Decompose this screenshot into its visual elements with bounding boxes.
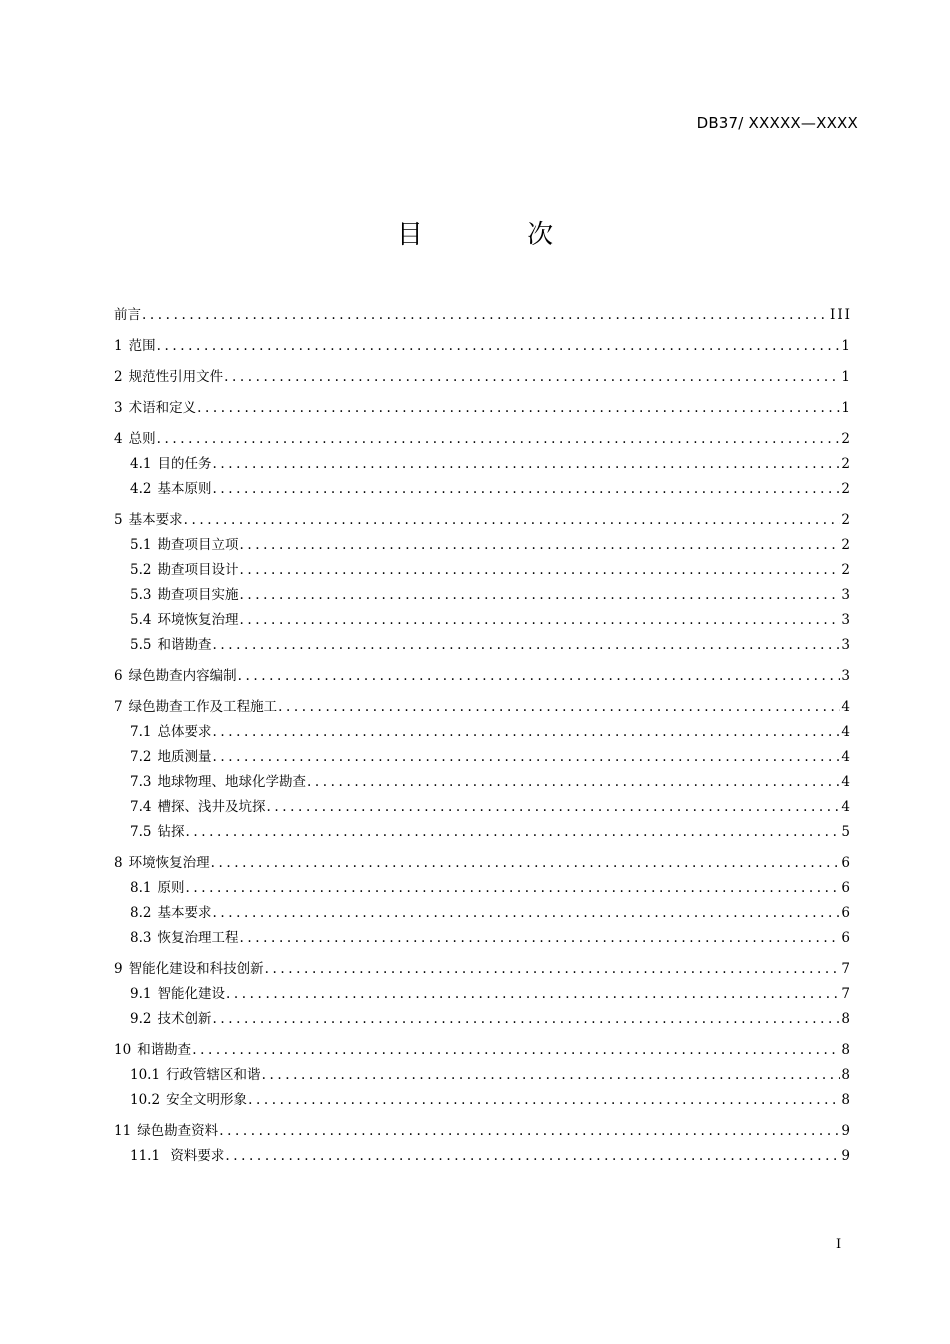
toc-entry-label <box>114 851 210 876</box>
toc-entry-page: 4 <box>841 749 852 765</box>
toc-entry[interactable] <box>114 608 852 633</box>
toc-entry-number: 7.1 <box>130 724 152 740</box>
toc-entry[interactable] <box>114 795 852 820</box>
toc-entry-title: 环境恢复治理 <box>128 855 210 871</box>
toc-entry-number: 10 <box>114 1042 132 1058</box>
toc-entry-page: 2 <box>841 481 852 497</box>
toc-entry-page: 4 <box>841 799 852 815</box>
toc-entry-title: 基本原则 <box>157 481 212 497</box>
toc-entry-page: 6 <box>841 880 852 896</box>
toc-entry-label <box>130 608 238 633</box>
toc-entry-title: 智能化建设 <box>157 986 225 1002</box>
toc-entry-page: 3 <box>841 587 852 603</box>
page-number: I <box>836 1237 842 1252</box>
toc-entry-title: 环境恢复治理 <box>157 612 239 628</box>
toc-entry-number: 7.3 <box>130 774 152 790</box>
toc-dot-leader <box>142 303 829 328</box>
toc-dot-leader <box>307 770 840 795</box>
toc-entry-number: 9.2 <box>130 1011 152 1027</box>
toc-entry-number: 3 <box>114 400 123 416</box>
toc-dot-leader <box>262 1063 841 1088</box>
toc-entry-label <box>130 901 211 926</box>
toc-entry[interactable] <box>114 820 852 845</box>
toc-entry-number: 1 <box>114 338 123 354</box>
toc-entry-page: 7 <box>841 961 852 977</box>
toc-entry-page: 5 <box>841 824 852 840</box>
toc-entry-label <box>114 1038 191 1063</box>
toc-entry-title: 前言 <box>114 307 141 323</box>
toc-entry-page: 6 <box>841 905 852 921</box>
toc-entry-label <box>114 695 277 720</box>
toc-entry-page: 9 <box>841 1148 852 1164</box>
toc-entry-title: 资料要求 <box>166 1148 225 1164</box>
toc-entry[interactable] <box>114 901 852 926</box>
toc-dot-leader <box>157 334 841 359</box>
toc-dot-leader <box>239 608 840 633</box>
toc-entry-title: 地球物理、地球化学勘查 <box>157 774 306 790</box>
toc-entry[interactable] <box>114 508 852 533</box>
toc-entry[interactable] <box>114 303 852 328</box>
toc-entry-number: 7.2 <box>130 749 152 765</box>
toc-entry-label <box>114 365 223 390</box>
toc-entry-number: 7.4 <box>130 799 152 815</box>
toc-entry-title: 和谐勘查 <box>157 637 212 653</box>
toc-entry-label <box>114 664 237 689</box>
toc-entry-number: 9.1 <box>130 986 152 1002</box>
toc-entry-page: III <box>830 307 852 323</box>
toc-entry[interactable] <box>114 982 852 1007</box>
toc-entry-page: 1 <box>841 369 852 385</box>
toc-entry-number: 2 <box>114 369 123 385</box>
toc-entry-title: 和谐勘查 <box>137 1042 192 1058</box>
toc-dot-leader <box>238 664 841 689</box>
toc-entry-title: 槽探、浅井及坑探 <box>157 799 266 815</box>
toc-dot-leader <box>184 508 841 533</box>
toc-entry-label <box>130 558 238 583</box>
toc-entry[interactable] <box>114 851 852 876</box>
toc-entry[interactable] <box>114 427 852 452</box>
toc-entry-label <box>130 720 211 745</box>
toc-entry-title: 基本要求 <box>128 512 183 528</box>
toc-entry-page: 3 <box>841 668 852 684</box>
toc-entry-number: 7 <box>114 699 123 715</box>
toc-dot-leader <box>197 396 840 421</box>
toc-entry-label <box>130 982 225 1007</box>
toc-entry-number: 4.2 <box>130 481 152 497</box>
toc-dot-leader <box>211 851 841 876</box>
toc-entry-page: 2 <box>841 562 852 578</box>
toc-entry[interactable] <box>114 533 852 558</box>
toc-entry-title: 勘查项目立项 <box>157 537 239 553</box>
toc-entry-number: 8 <box>114 855 123 871</box>
toc-entry-number: 8.2 <box>130 905 152 921</box>
toc-entry-page: 7 <box>841 986 852 1002</box>
toc-entry-page: 8 <box>841 1011 852 1027</box>
toc-entry[interactable] <box>114 1038 852 1063</box>
toc-entry-label <box>114 427 156 452</box>
toc-entry[interactable] <box>114 957 852 982</box>
toc-entry[interactable] <box>114 720 852 745</box>
toc-entry-label <box>130 820 184 845</box>
toc-entry-number: 6 <box>114 668 123 684</box>
toc-dot-leader <box>239 583 840 608</box>
toc-entry-title: 勘查项目实施 <box>157 587 239 603</box>
toc-entry-number: 7.5 <box>130 824 152 840</box>
toc-entry[interactable] <box>114 695 852 720</box>
toc-entry[interactable] <box>114 1088 852 1113</box>
toc-entry-label <box>130 770 306 795</box>
toc-entry-label <box>130 876 184 901</box>
toc-entry-page: 2 <box>841 456 852 472</box>
toc-dot-leader <box>265 957 841 982</box>
page-title: 目 次 <box>396 220 602 250</box>
toc-entry-label <box>114 1119 218 1144</box>
toc-entry[interactable] <box>114 745 852 770</box>
toc-entry-number: 11 <box>114 1123 132 1139</box>
toc-entry[interactable] <box>114 770 852 795</box>
toc-dot-leader <box>224 365 840 390</box>
toc-dot-leader <box>212 1007 840 1032</box>
toc-entry-title: 总则 <box>128 431 156 447</box>
table-of-contents <box>114 303 852 1169</box>
toc-entry[interactable] <box>114 1144 852 1169</box>
toc-entry-page: 1 <box>841 338 852 354</box>
toc-entry-title: 范围 <box>128 338 156 354</box>
toc-entry-number: 8.1 <box>130 880 152 896</box>
toc-entry-title: 钻探 <box>157 824 185 840</box>
toc-entry-title: 绿色勘查内容编制 <box>128 668 237 684</box>
toc-dot-leader <box>239 926 840 951</box>
toc-dot-leader <box>248 1088 840 1113</box>
toc-dot-leader <box>212 452 840 477</box>
toc-entry[interactable] <box>114 334 852 359</box>
toc-entry[interactable] <box>114 1119 852 1144</box>
toc-entry-page: 8 <box>841 1092 852 1108</box>
toc-entry-label <box>114 957 264 982</box>
toc-dot-leader <box>239 533 840 558</box>
toc-entry-label <box>130 795 265 820</box>
toc-entry-page: 6 <box>841 855 852 871</box>
toc-entry-number: 8.3 <box>130 930 152 946</box>
toc-entry-label <box>114 508 183 533</box>
toc-dot-leader <box>266 795 840 820</box>
toc-dot-leader <box>212 633 840 658</box>
toc-entry-label <box>114 334 156 359</box>
toc-entry[interactable] <box>114 633 852 658</box>
toc-entry-page: 1 <box>841 400 852 416</box>
toc-entry-label <box>130 1007 211 1032</box>
toc-entry-title: 原则 <box>157 880 185 896</box>
toc-entry-label <box>130 745 211 770</box>
toc-entry-label <box>130 633 211 658</box>
toc-entry-number: 5 <box>114 512 123 528</box>
toc-entry-number: 5.5 <box>130 637 152 653</box>
toc-entry[interactable] <box>114 1063 852 1088</box>
toc-dot-leader <box>192 1038 840 1063</box>
toc-entry-number: 4.1 <box>130 456 152 472</box>
toc-entry-title: 安全文明形象 <box>166 1092 248 1108</box>
toc-entry-label <box>114 303 141 328</box>
toc-entry-title: 规范性引用文件 <box>128 369 224 385</box>
toc-entry-number: 5.3 <box>130 587 152 603</box>
toc-entry-page: 4 <box>841 699 852 715</box>
toc-entry-label <box>130 533 238 558</box>
toc-entry-title: 智能化建设和科技创新 <box>128 961 264 977</box>
toc-entry-number: 5.4 <box>130 612 152 628</box>
toc-entry-number: 5.1 <box>130 537 152 553</box>
toc-entry-page: 3 <box>841 637 852 653</box>
toc-entry-label <box>130 1144 224 1169</box>
toc-entry-number: 5.2 <box>130 562 152 578</box>
toc-entry-page: 2 <box>841 537 852 553</box>
toc-entry-title: 目的任务 <box>157 456 212 472</box>
toc-entry-number: 9 <box>114 961 123 977</box>
toc-dot-leader <box>225 1144 840 1169</box>
toc-entry-number: 4 <box>114 431 123 447</box>
toc-dot-leader <box>185 820 840 845</box>
toc-entry-title: 绿色勘查工作及工程施工 <box>128 699 278 715</box>
toc-entry-title: 恢复治理工程 <box>157 930 239 946</box>
toc-dot-leader <box>226 982 840 1007</box>
toc-entry-label <box>130 1063 261 1088</box>
toc-dot-leader <box>278 695 840 720</box>
toc-entry-label <box>130 452 211 477</box>
toc-entry-page: 3 <box>841 612 852 628</box>
toc-entry-label <box>130 926 238 951</box>
toc-entry-label <box>130 583 238 608</box>
toc-entry-label <box>130 477 211 502</box>
toc-entry-page: 8 <box>841 1067 852 1083</box>
toc-dot-leader <box>212 901 840 926</box>
toc-entry-title: 术语和定义 <box>128 400 197 416</box>
toc-dot-leader <box>185 876 840 901</box>
toc-dot-leader <box>212 720 840 745</box>
toc-entry[interactable] <box>114 926 852 951</box>
toc-entry[interactable] <box>114 583 852 608</box>
toc-entry[interactable] <box>114 365 852 390</box>
toc-entry[interactable] <box>114 558 852 583</box>
toc-entry-title: 总体要求 <box>157 724 212 740</box>
toc-dot-leader <box>212 745 840 770</box>
toc-entry-label <box>130 1088 247 1113</box>
toc-dot-leader <box>212 477 840 502</box>
toc-dot-leader <box>219 1119 840 1144</box>
toc-entry-title: 技术创新 <box>157 1011 212 1027</box>
toc-dot-leader <box>239 558 840 583</box>
toc-entry[interactable] <box>114 1007 852 1032</box>
toc-entry-page: 9 <box>841 1123 852 1139</box>
toc-entry[interactable] <box>114 477 852 502</box>
toc-entry[interactable] <box>114 452 852 477</box>
toc-entry-title: 勘查项目设计 <box>157 562 239 578</box>
toc-entry-page: 2 <box>841 431 852 447</box>
toc-entry-page: 4 <box>841 724 852 740</box>
toc-entry-page: 4 <box>841 774 852 790</box>
toc-entry-page: 8 <box>841 1042 852 1058</box>
toc-entry[interactable] <box>114 396 852 421</box>
toc-entry-title: 地质测量 <box>157 749 212 765</box>
toc-entry-title: 绿色勘查资料 <box>137 1123 219 1139</box>
toc-entry-title: 行政管辖区和谐 <box>166 1067 261 1083</box>
toc-entry-number: 10.1 <box>130 1067 161 1083</box>
toc-entry[interactable] <box>114 876 852 901</box>
toc-entry[interactable] <box>114 664 852 689</box>
document-code: DB37/ XXXXX—XXXX <box>696 114 858 132</box>
toc-entry-number: 10.2 <box>130 1092 161 1108</box>
toc-entry-page: 2 <box>841 512 852 528</box>
toc-entry-label <box>114 396 196 421</box>
toc-entry-page: 6 <box>841 930 852 946</box>
toc-dot-leader <box>157 427 841 452</box>
toc-entry-title: 基本要求 <box>157 905 212 921</box>
toc-entry-number: 11.1 <box>130 1148 161 1164</box>
